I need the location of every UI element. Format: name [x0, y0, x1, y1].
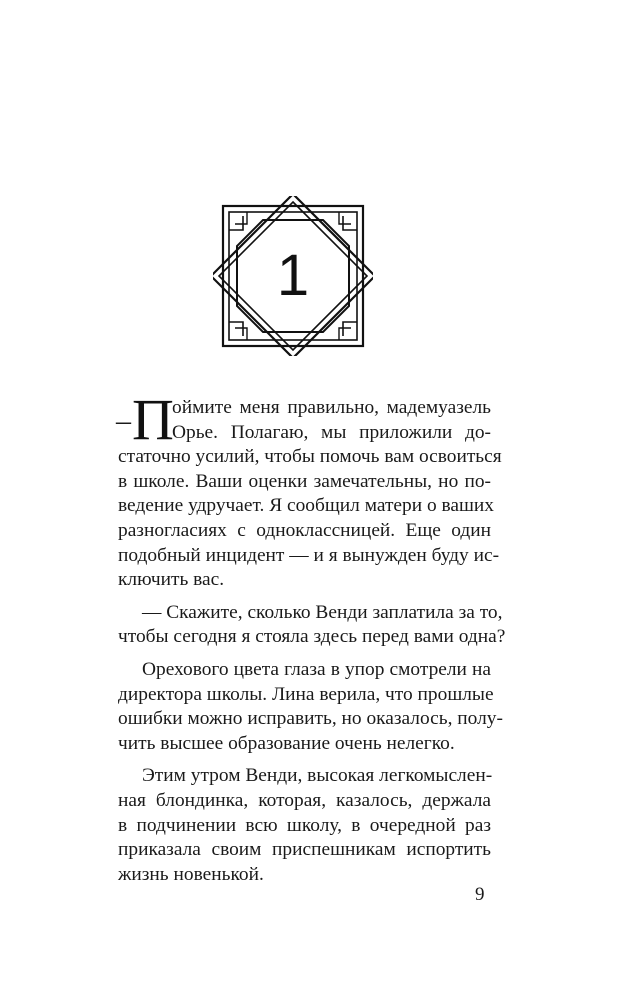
- text-line: ная блондинка, которая, казалось, держала: [118, 789, 491, 811]
- page-number: 9: [475, 884, 485, 905]
- text-line: директора школы. Лина верила, что прошлые: [118, 683, 494, 705]
- text-line: ошибки можно исправить, но оказалось, полу-: [118, 708, 503, 730]
- text-line: приказала своим приспешникам испортить: [118, 839, 491, 861]
- text-line: — Скажите, сколько Венди заплатила за то,: [142, 601, 503, 623]
- text-line: чить высшее образование очень нелегко.: [118, 732, 455, 754]
- text-line: Орехового цвета глаза в упор смотрели на: [142, 658, 491, 680]
- paragraph-1: [116, 387, 502, 593]
- text-line: ключить вас.: [118, 569, 225, 591]
- text-line: в подчинении всю школу, в очередной раз: [118, 814, 491, 836]
- paragraph-3: [118, 658, 503, 756]
- body-text: [116, 387, 506, 887]
- text-line: разногласиях с одноклассницей. Еще один: [118, 519, 491, 541]
- text-line: чтобы сегодня я стояла здесь перед вами одна?: [118, 626, 506, 648]
- text-line: жизнь новенькой.: [118, 863, 264, 885]
- text-line: подобный инцидент — и я вынужден буду ис-: [118, 544, 500, 566]
- drop-cap: П: [132, 387, 174, 452]
- text-line: оймите меня правильно, мадемуазель: [172, 397, 491, 418]
- paragraph-2: [118, 601, 506, 650]
- text-line: в школе. Ваши оценки замечательны, но по-: [118, 470, 491, 492]
- paragraph-4: [118, 764, 491, 887]
- text-line: статочно усилий, чтобы помочь вам освоиться: [118, 446, 502, 468]
- chapter-number: 1: [276, 243, 310, 308]
- drop-dash: –: [116, 404, 131, 437]
- text-line: Орье. Полагаю, мы приложили до-: [172, 421, 491, 443]
- text-line: Этим утром Венди, высокая легкомыслен-: [142, 765, 493, 787]
- text-line: ведение удручает. Я сообщил матери о ваших: [118, 495, 494, 517]
